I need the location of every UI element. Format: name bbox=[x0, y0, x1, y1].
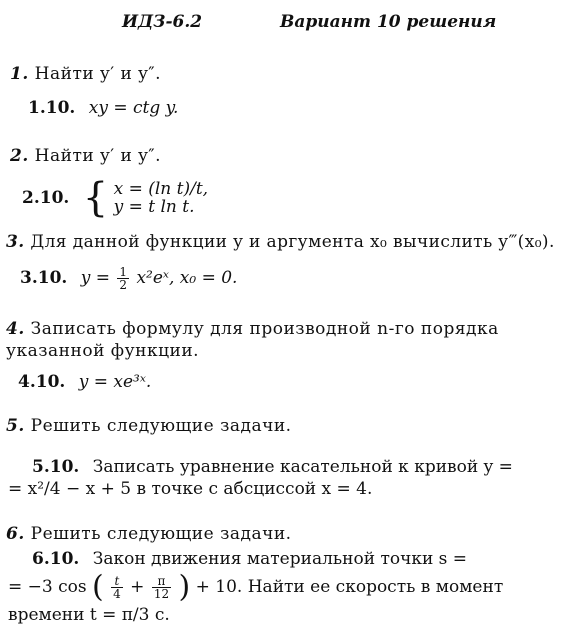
problem-number: 1.10. bbox=[28, 98, 76, 118]
problem-3 bbox=[20, 266, 237, 291]
plus-sign: + bbox=[130, 577, 145, 597]
task-number: 4. bbox=[6, 319, 25, 339]
task-number: 1. bbox=[10, 64, 29, 84]
open-paren: ( bbox=[92, 569, 104, 605]
variant-title: Вариант 10 решения bbox=[280, 12, 497, 32]
task-3 bbox=[6, 232, 555, 252]
task-4 bbox=[6, 318, 499, 362]
problem-number: 3.10. bbox=[20, 268, 68, 288]
task-number: 2. bbox=[10, 146, 29, 166]
fraction-denominator: 4 bbox=[113, 587, 121, 601]
problem-4 bbox=[18, 372, 151, 392]
problem-line-1: Закон движения материальной точки s = bbox=[92, 549, 468, 569]
task-2 bbox=[10, 146, 161, 166]
problem-5 bbox=[8, 456, 513, 500]
problem-expression: xy = ctg y. bbox=[88, 98, 179, 118]
system-line-2: y = t ln t. bbox=[113, 197, 195, 217]
problem-expression: y = xe³ˣ. bbox=[78, 372, 152, 392]
problem-rest: x²eˣ, x₀ = 0. bbox=[136, 268, 238, 288]
task-text: Для данной функции y и аргумента x₀ вычислить y‴(x₀). bbox=[30, 232, 555, 252]
fraction-t-over-4 bbox=[111, 575, 123, 600]
problem-number: 5.10. bbox=[32, 457, 80, 477]
task-text: Найти y′ и y″. bbox=[34, 64, 162, 84]
line-2-suffix: + 10. Найти ее скорость в момент bbox=[195, 577, 504, 597]
task-text: Решить следующие задачи. bbox=[30, 416, 292, 436]
task-1 bbox=[10, 64, 161, 84]
equation-system bbox=[114, 180, 209, 216]
fraction-denominator: 2 bbox=[119, 278, 128, 292]
task-number: 5. bbox=[6, 416, 25, 436]
problem-1 bbox=[28, 98, 178, 118]
problem-6 bbox=[8, 548, 503, 625]
problem-line-1: Записать уравнение касательной к кривой y = bbox=[92, 457, 513, 477]
problem-2 bbox=[22, 175, 209, 221]
problem-line-2 bbox=[8, 570, 503, 605]
fraction bbox=[117, 266, 129, 291]
problem-number: 4.10. bbox=[18, 372, 66, 392]
fraction-numerator: t bbox=[111, 575, 123, 588]
task-line-2: указанной функции. bbox=[6, 341, 200, 361]
task-number: 6. bbox=[6, 524, 25, 544]
problem-lhs: y = bbox=[80, 268, 110, 288]
task-number: 3. bbox=[6, 232, 25, 252]
close-paren: ) bbox=[178, 569, 191, 605]
task-text: Найти y′ и y″. bbox=[34, 146, 162, 166]
task-text: Решить следующие задачи. bbox=[30, 524, 292, 544]
system-line-1: x = (ln t)/t, bbox=[113, 179, 209, 199]
doc-id: ИДЗ-6.2 bbox=[122, 12, 203, 32]
task-6 bbox=[6, 524, 292, 544]
fraction-numerator: π bbox=[152, 575, 171, 588]
problem-number: 2.10. bbox=[22, 188, 70, 208]
fraction-denominator: 12 bbox=[153, 587, 170, 601]
problem-number: 6.10. bbox=[32, 549, 80, 569]
fraction-numerator: 1 bbox=[119, 265, 128, 279]
task-5 bbox=[6, 416, 292, 436]
problem-line-3: времени t = π/3 с. bbox=[8, 604, 170, 625]
line-2-prefix: = −3 cos bbox=[8, 577, 87, 597]
fraction-pi-over-12 bbox=[152, 575, 171, 600]
task-line-1: Записать формулу для производной n-го порядка bbox=[30, 319, 499, 339]
brace-symbol: { bbox=[82, 175, 109, 221]
problem-line-2: = x²/4 − x + 5 в точке с абсциссой x = 4. bbox=[8, 479, 373, 499]
